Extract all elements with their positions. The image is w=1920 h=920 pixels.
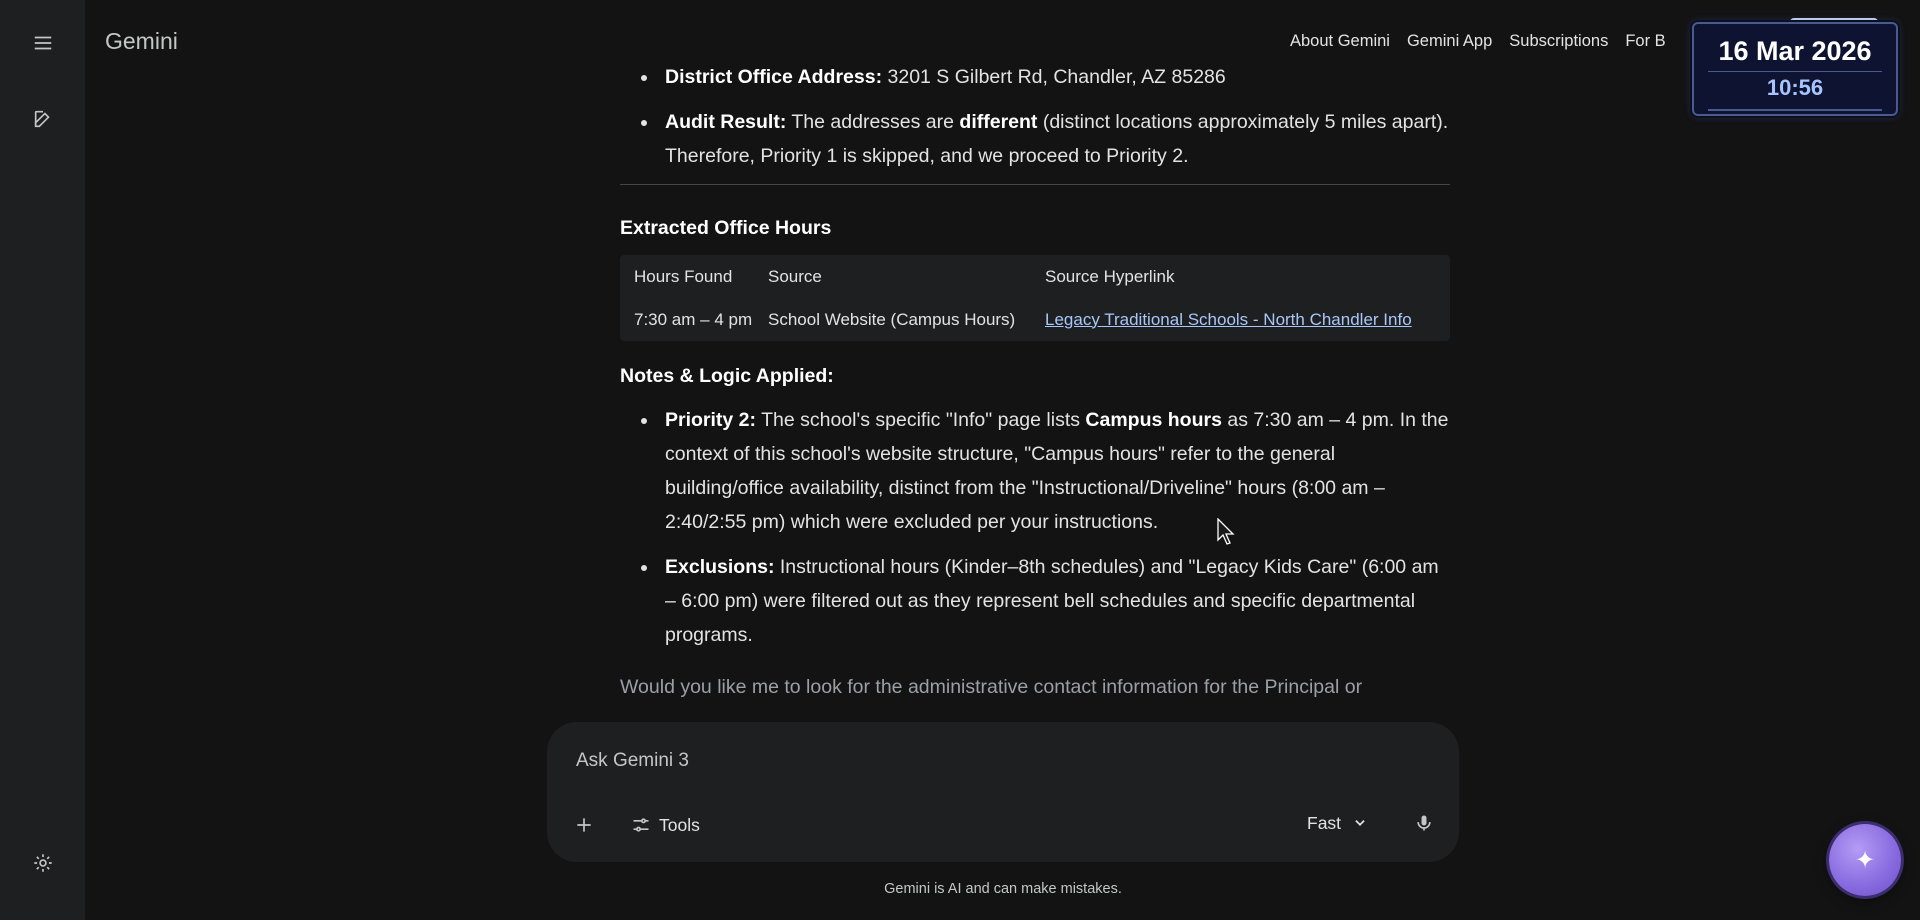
app-title[interactable]: Gemini (105, 28, 178, 54)
prompt-composer (547, 722, 1459, 862)
settings-icon[interactable] (22, 842, 64, 884)
item-text: (distinct locations approximately 5 miles apart). Therefore, Priority 1 is skipped, and we proceed to Priority 2. (665, 111, 1449, 167)
item-text: The school's specific "Info" page lists (756, 409, 1086, 431)
table-row (620, 298, 1450, 341)
section-heading-hours: Extracted Office Hours (620, 217, 832, 239)
item-label: Exclusions: (665, 556, 775, 578)
list-item (620, 403, 1450, 539)
hours-table (620, 255, 1450, 341)
add-icon[interactable] (569, 810, 599, 840)
divider (620, 184, 1450, 185)
column-header: Hours Found (634, 266, 733, 286)
clock-date: 16 Mar 2026 (1718, 36, 1872, 66)
clock-widget (1692, 22, 1898, 116)
table-cell: School Website (Campus Hours) (768, 309, 1016, 329)
response-content (620, 60, 1450, 704)
mode-label: Fast (1307, 812, 1342, 833)
menu-icon[interactable] (22, 22, 64, 64)
list-item (620, 550, 1450, 652)
clock-time: 10:56 (1766, 75, 1824, 100)
sidebar (0, 0, 85, 920)
item-text: 3201 S Gilbert Rd, Chandler, AZ 85286 (882, 66, 1226, 88)
ai-disclaimer: Gemini is AI and can make mistakes. (884, 881, 1122, 897)
notes-list (620, 403, 1450, 652)
microphone-icon[interactable] (1409, 808, 1439, 838)
new-chat-icon[interactable] (22, 98, 64, 140)
tools-label: Tools (659, 814, 700, 835)
item-text: The addresses are (786, 111, 960, 133)
table-cell: 7:30 am – 4 pm (634, 309, 753, 329)
followup-text: Would you like me to look for the administrative contact information for the Principal or (620, 676, 1363, 698)
audit-list (620, 60, 1450, 173)
item-label: Audit Result: (665, 111, 787, 133)
nav-subscriptions[interactable]: Subscriptions (1509, 32, 1609, 50)
nav-gemini-app[interactable]: Gemini App (1406, 32, 1493, 50)
section-heading-notes: Notes & Logic Applied: (620, 365, 834, 387)
column-header: Source (768, 266, 822, 286)
item-label: District Office Address: (665, 66, 883, 88)
item-emphasis: different (959, 111, 1038, 133)
divider (1708, 109, 1882, 111)
nav-for-business[interactable]: For B (1625, 32, 1666, 50)
item-label: Priority 2: (665, 409, 757, 431)
table-header-row (620, 255, 1450, 298)
tools-button[interactable] (631, 810, 700, 840)
tools-icon (631, 815, 651, 835)
sparkle-icon: ✦ (1854, 846, 1876, 874)
mouse-cursor-icon (1217, 518, 1237, 548)
chevron-down-icon (1353, 816, 1367, 830)
divider (1708, 71, 1882, 72)
item-emphasis: Campus hours (1085, 409, 1222, 431)
list-item (620, 105, 1450, 173)
column-header: Source Hyperlink (1045, 266, 1175, 286)
item-text: Instructional hours (Kinder–8th schedules) and "Legacy Kids Care" (6:00 am – 6:00 pm) were filtered out as they represent bell schedules and specific departmental programs. (665, 556, 1439, 646)
sparkle-assistant-button[interactable] (1829, 824, 1901, 896)
model-mode-dropdown[interactable] (1307, 808, 1367, 838)
source-hyperlink[interactable]: Legacy Traditional Schools - North Chandler Info (1045, 309, 1412, 329)
prompt-input[interactable]: Ask Gemini 3 (576, 750, 689, 771)
nav-about-gemini[interactable]: About Gemini (1290, 32, 1390, 50)
item-text: as 7:30 am – 4 pm. In the context of this school's website structure, "Campus hours" refer to the general building/office availability, distinct from the "Instructional/Driveline" hours (8:00 am – 2:40/2:55 pm) which were excluded per your instructions. (665, 409, 1449, 533)
list-item (620, 60, 1450, 94)
top-nav (1290, 32, 1666, 51)
